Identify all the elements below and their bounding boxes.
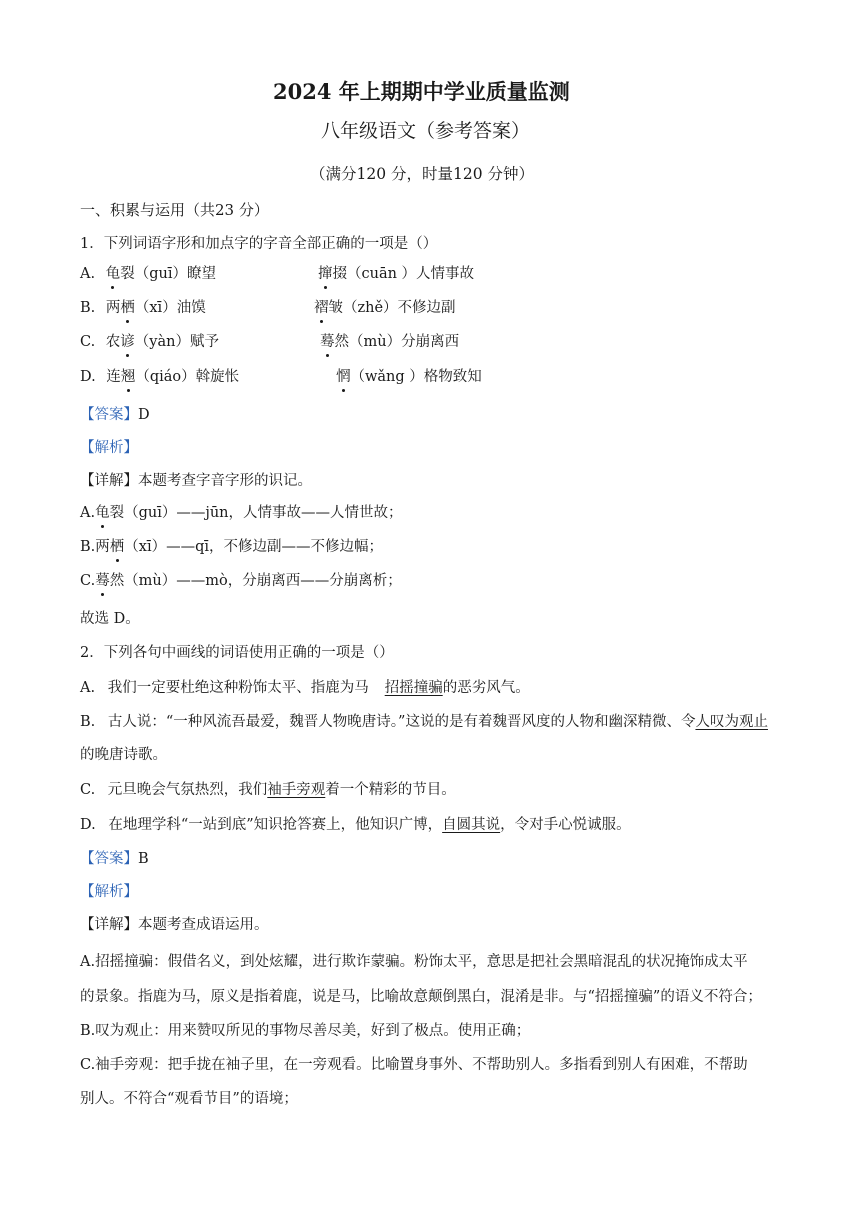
word: 连翘（qiáo）斡旋怅 — [106, 369, 240, 385]
q1-note-b: B.两栖（xī）——qī，不修边副——不修边幅； — [80, 539, 383, 555]
option-text: 的恶劣风气。 — [442, 680, 530, 696]
q2-explanation-line: 的景象。指鹿为马，原义是指着鹿，说是马，比喻故意颠倒黑白，混淆是非。与“招摇撞骗”的语义不符合； — [80, 989, 762, 1005]
q2-detail — [80, 915, 269, 935]
detail-text: 本题考查字音字形的识记。 — [138, 473, 312, 489]
q1-option-c-word2: 蓦然（mù）分崩离西 — [320, 334, 460, 350]
option-text: 元旦晚会气氛热烈，我们 — [107, 782, 268, 798]
option-text: 着一个精彩的节目。 — [325, 782, 456, 798]
option-label: A. — [80, 266, 96, 282]
q1-option-b — [80, 298, 206, 318]
q2-option-b — [80, 712, 768, 732]
q1-detail — [80, 471, 312, 491]
underlined-phrase: 袖手旁观 — [267, 782, 326, 798]
option-text: ，令对手心悦诚服。 — [500, 817, 631, 833]
q1-conclusion: 故选 D。 — [80, 611, 140, 627]
q1-option-d — [80, 367, 239, 387]
option-label: A. — [80, 680, 96, 696]
option-text: 我们一定要杜绝这种粉饰太平、指鹿为马 — [107, 680, 369, 696]
option-label: C. — [80, 334, 96, 350]
q2-analysis-tag: 【解析】 — [80, 884, 138, 900]
option-label: B. — [80, 300, 96, 316]
q2-explanation-line: 别人。不符合“观看节目”的语境； — [80, 1091, 298, 1107]
detail-text: 本题考查成语运用。 — [138, 917, 269, 933]
q2-option-c — [80, 780, 456, 800]
q2-stem: 2．下列各句中画线的词语使用正确的一项是（） — [80, 645, 394, 661]
option-label: C. — [80, 782, 96, 798]
q1-answer — [80, 405, 150, 425]
q1-analysis-tag: 【解析】 — [80, 440, 138, 456]
option-text: 古人说：“一种风流吾最爱，魏晋人物晚唐诗。”这说的是有着魏晋风度的人物和幽深精微、令 — [107, 714, 696, 730]
q2-explanation-line: B.叹为观止：用来赞叹所见的事物尽善尽美，好到了极点。使用正确； — [80, 1023, 531, 1039]
q1-stem: 1．下列词语字形和加点字的字音全部正确的一项是（） — [80, 236, 438, 252]
answer-value: B — [138, 851, 149, 867]
option-text: 在地理学科“一站到底”知识抢答赛上，他知识广博， — [108, 817, 443, 833]
q2-option-d — [80, 815, 631, 835]
underlined-phrase: 招摇撞骗 — [384, 680, 443, 696]
q2-explanation-line: C.袖手旁观：把手拢在袖子里，在一旁观看。比喻置身事外、不帮助别人。多指看到别人有困难，不帮助 — [80, 1057, 748, 1073]
q1-option-a-word2: 撺掇（cuān ）人情事故 — [318, 266, 475, 282]
q1-note-c: C.蓦然（mù）——mò，分崩离西——分崩离析； — [80, 573, 402, 589]
q2-answer — [80, 849, 149, 869]
word: 两栖（xī）油馍 — [105, 300, 206, 316]
answer-tag: 【答案】 — [80, 851, 138, 867]
document-subtitle: 八年级语文（参考答案） — [321, 120, 531, 142]
underlined-phrase: 自圆其说 — [442, 817, 501, 833]
document-title: 2024 年上期期中学业质量监测 — [273, 79, 570, 104]
q1-note-a: A.龟裂（guī）——jūn，人情事故——人情世故； — [80, 505, 403, 521]
q2-option-b-line2: 的晚唐诗歌。 — [80, 747, 167, 763]
word: 龟裂（guī）瞭望 — [105, 266, 216, 282]
q2-explanation-line: A.招摇撞骗：假借名义，到处炫耀，进行欺诈蒙骗。粉饰太平，意思是把社会黑暗混乱的状况掩饰成太平 — [80, 954, 748, 970]
detail-tag: 【详解】 — [80, 473, 138, 489]
answer-value: D — [138, 407, 150, 423]
q1-option-d-word2: 惘（wǎng ）格物致知 — [336, 369, 482, 385]
option-label: D. — [80, 817, 96, 833]
q1-option-c — [80, 332, 219, 352]
q2-option-a — [80, 678, 530, 698]
option-label: D. — [80, 369, 96, 385]
answer-tag: 【答案】 — [80, 407, 138, 423]
section-heading: 一、积累与运用（共23 分） — [80, 201, 269, 219]
q1-option-b-word2: 褶皱（zhě）不修边副 — [314, 300, 456, 316]
detail-tag: 【详解】 — [80, 917, 138, 933]
q1-option-a — [80, 264, 216, 284]
option-label: B. — [80, 714, 96, 730]
underlined-phrase: 人叹为观止 — [695, 714, 768, 730]
word: 农谚（yàn）赋予 — [105, 334, 219, 350]
exam-meta: （满分120 分，时量120 分钟） — [310, 165, 535, 183]
